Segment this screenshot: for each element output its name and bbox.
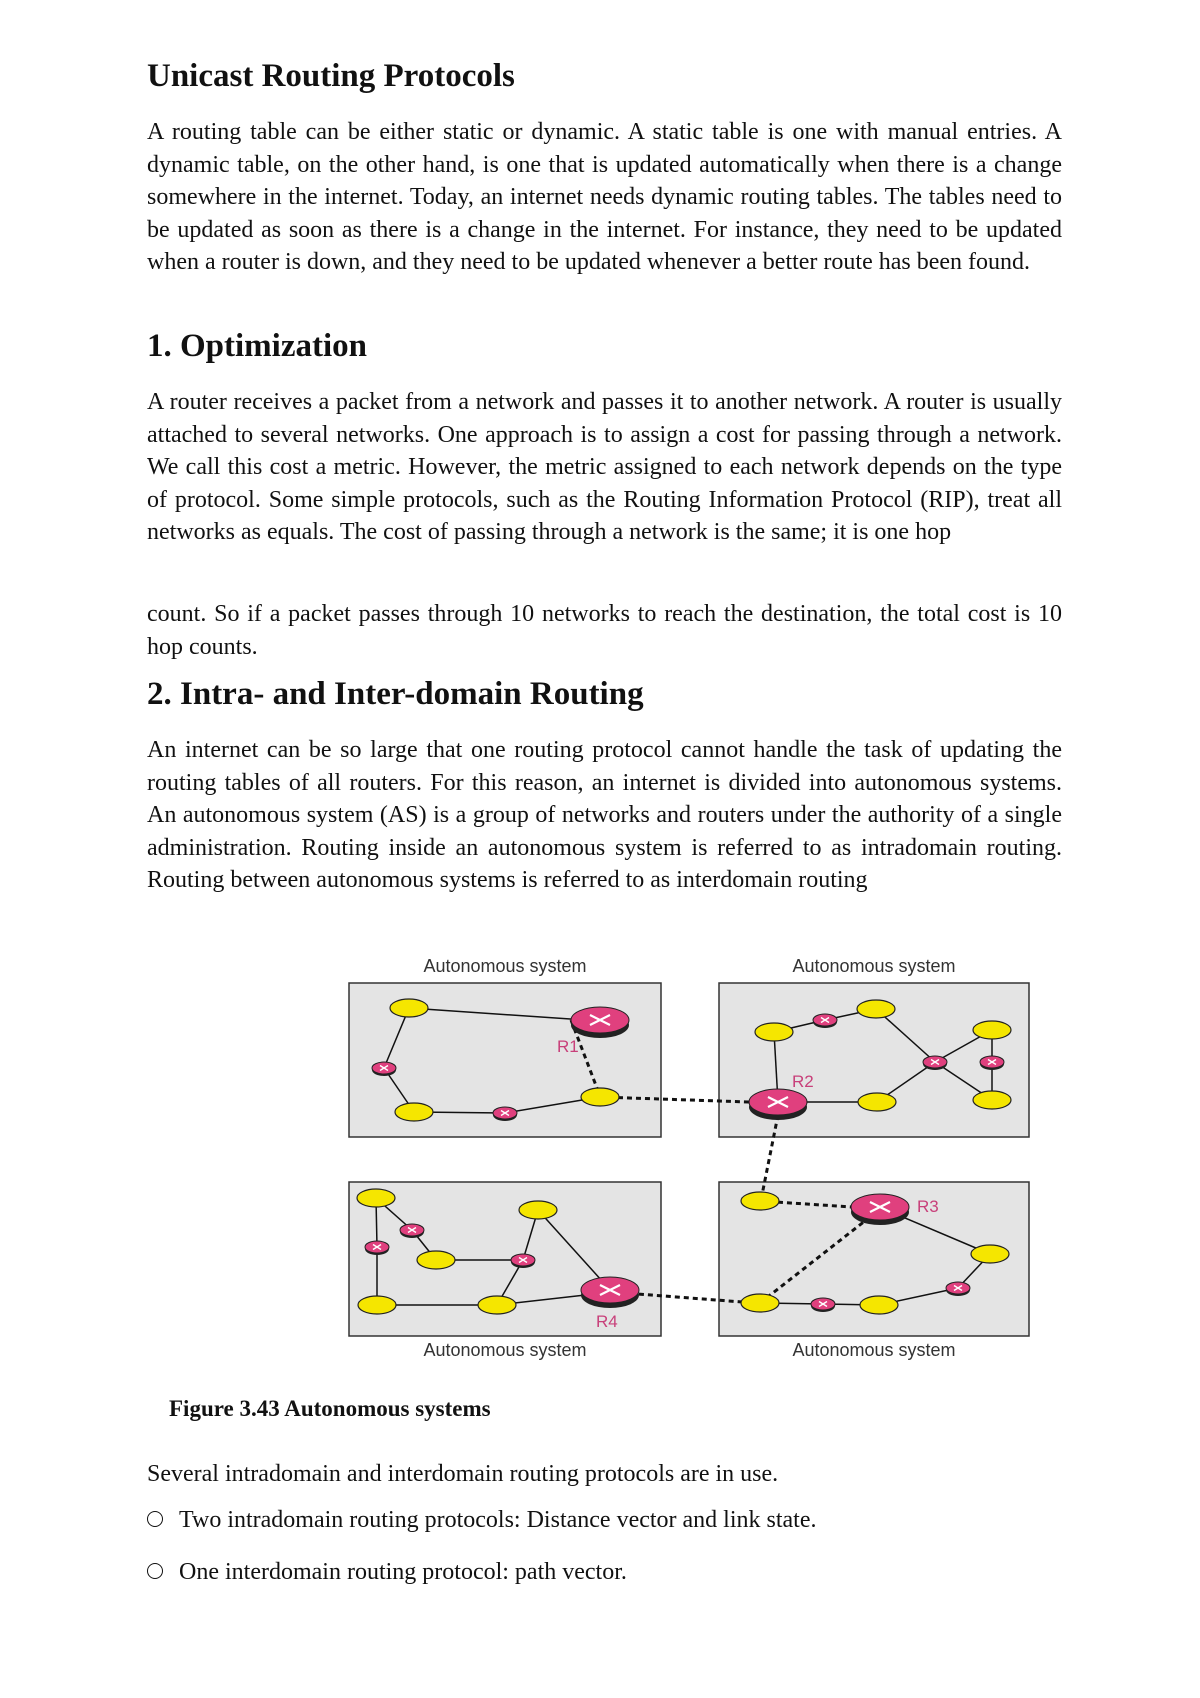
network-node <box>519 1201 557 1219</box>
network-node <box>755 1023 793 1041</box>
network-node <box>390 999 428 1017</box>
router-small-icon <box>493 1107 517 1121</box>
as-label: Autonomous system <box>423 1340 587 1360</box>
router-small-icon <box>980 1056 1004 1070</box>
network-node <box>741 1294 779 1312</box>
closing-intro: Several intradomain and interdomain routing protocols are in use. <box>147 1461 779 1487</box>
router-small-icon <box>400 1224 424 1238</box>
router-r1-icon <box>571 1007 629 1038</box>
router-r2-icon <box>749 1089 807 1120</box>
router-r4-icon <box>581 1277 639 1308</box>
page-title: Unicast Routing Protocols <box>147 58 515 94</box>
network-node <box>581 1088 619 1106</box>
network-node <box>971 1245 1009 1263</box>
router-small-icon <box>946 1282 970 1296</box>
network-node <box>357 1189 395 1207</box>
router-small-icon <box>365 1241 389 1255</box>
network-node <box>857 1000 895 1018</box>
router-small-icon <box>923 1056 947 1070</box>
router-label-r4: R4 <box>596 1312 618 1331</box>
router-label-r2: R2 <box>792 1072 814 1091</box>
network-node <box>860 1296 898 1314</box>
section-1-heading: 1. Optimization <box>147 328 367 364</box>
network-node <box>858 1093 896 1111</box>
as-label: Autonomous system <box>792 956 956 976</box>
network-node <box>973 1091 1011 1109</box>
network-node <box>358 1296 396 1314</box>
as-label: Autonomous system <box>792 1340 956 1360</box>
section-2-paragraph: An internet can be so large that one routing protocol cannot handle the task of updating the routing tables of all routers. For this reason, an internet is divided into autonomous systems. An autonomous system (AS) is a group of networks and routers under the authority of a single administration. Routing inside an autonomous system is referred to as intradomain routing. Routing between autonomous systems is referred to as interdomain routing <box>147 737 1062 893</box>
network-node <box>395 1103 433 1121</box>
router-small-icon <box>511 1254 535 1268</box>
router-label-r3: R3 <box>917 1197 939 1216</box>
network-node <box>741 1192 779 1210</box>
section-1-paragraph-b: count. So if a packet passes through 10 networks to reach the destination, the total cost is 10 hop counts. <box>147 601 1062 660</box>
router-small-icon <box>811 1298 835 1312</box>
router-label-r1: R1 <box>557 1037 579 1056</box>
bullet-text: One interdomain routing protocol: path vector. <box>179 1559 627 1585</box>
figure-caption: Figure 3.43 Autonomous systems <box>169 1396 491 1421</box>
as-label: Autonomous system <box>423 956 587 976</box>
router-small-icon <box>813 1014 837 1028</box>
network-node <box>478 1296 516 1314</box>
bullet-text: Two intradomain routing protocols: Distance vector and link state. <box>179 1507 817 1533</box>
section-1-paragraph-a: A router receives a packet from a network and passes it to another network. A router is usually attached to several networks. One approach is to assign a cost for passing through a network. We call this cost a metric. However, the metric assigned to each network depends on the type of protocol. Some simple protocols, such as the Routing Information Protocol (RIP), treat all networks as equals. The cost of passing through a network is the same; it is one hop <box>147 389 1062 545</box>
router-small-icon <box>372 1062 396 1076</box>
router-r3-icon <box>851 1194 909 1225</box>
network-node <box>417 1251 455 1269</box>
intro-paragraph: A routing table can be either static or dynamic. A static table is one with manual entries. A dynamic table, on the other hand, is one that is updated automatically when there is a change somewhere in the internet. Today, an internet needs dynamic routing tables. The tables need to be updated as soon as there is a change in the internet. For instance, they need to be updated when a router is down, and they need to be updated whenever a better route has been found. <box>147 119 1062 275</box>
section-2-heading: 2. Intra- and Inter-domain Routing <box>147 676 644 712</box>
network-node <box>973 1021 1011 1039</box>
